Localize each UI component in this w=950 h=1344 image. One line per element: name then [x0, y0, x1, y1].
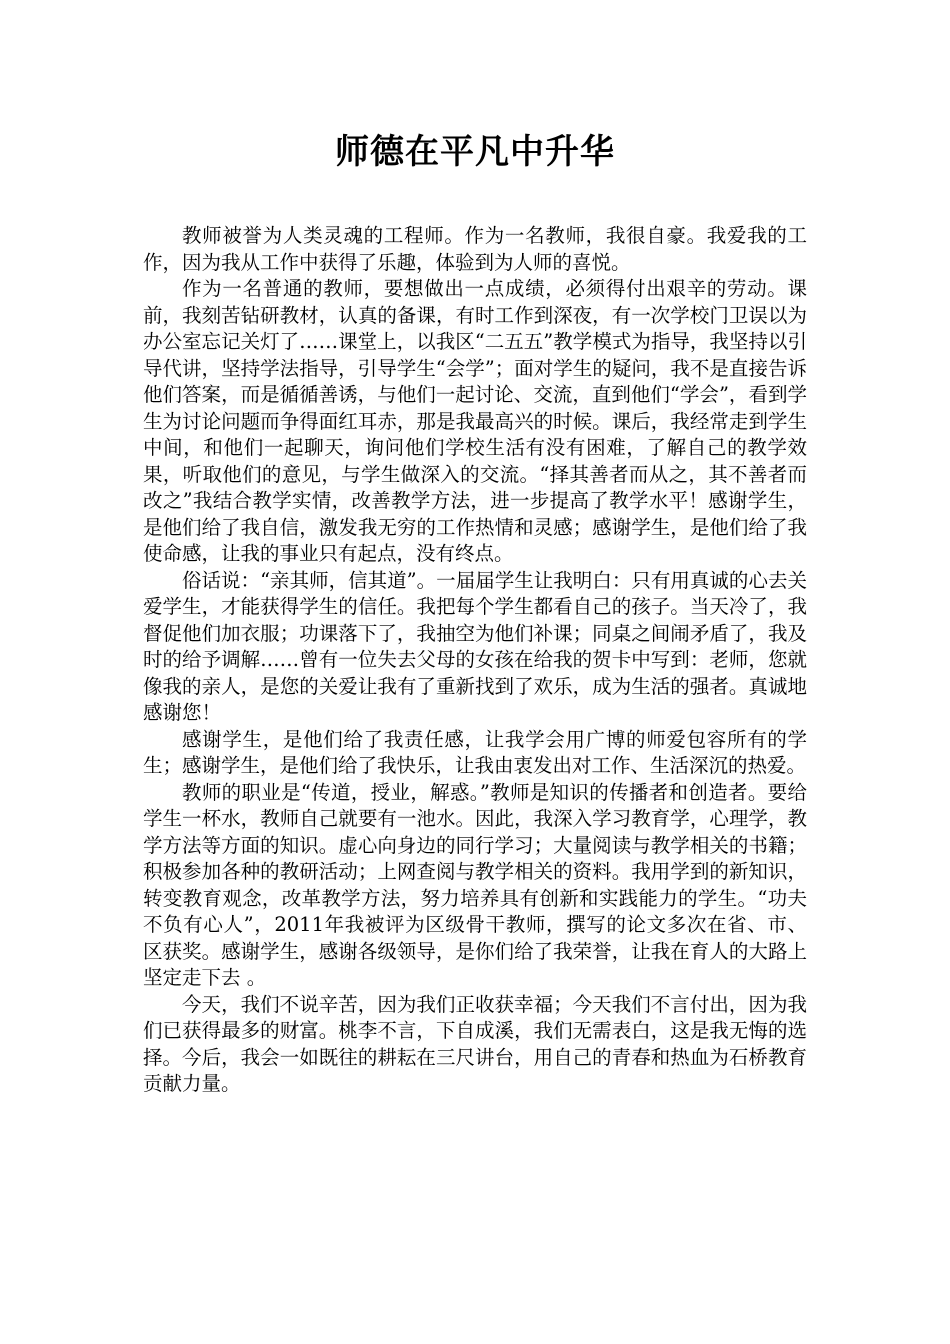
paragraph-2: 作为一名普通的教师，要想做出一点成绩，必须得付出艰辛的劳动。课前，我刻苦钻研教材，认真的备课，有时工作到深夜，有一次学校门卫误以为办公室忘记关灯了……课堂上，以我区“二五五”教学模式为指导，我坚持以引导代讲，坚持学法指导，引导学生“会学”；面对学生的疑问，我不是直接告诉他们答案，而是循循善诱，与他们一起讨论、交流，直到他们“学会”，看到学生为讨论问题而争得面红耳赤，那是我最高兴的时候。课后，我经常走到学生中间，和他们一起聊天，询问他们学校生活有没有困难，了解自己的教学效果，听取他们的意见，与学生做深入的交流。“择其善者而从之，其不善者而改之”我结合教学实情，改善教学方法，进一步提高了教学水平！感谢学生，是他们给了我自信，激发我无穷的工作热情和灵感；感谢学生，是他们给了我使命感，让我的事业只有起点，没有终点。	[143, 277, 807, 565]
paragraph-4: 感谢学生，是他们给了我责任感，让我学会用广博的师爱包容所有的学生；感谢学生，是他们给了我快乐，让我由衷发出对工作、生活深沉的热爱。	[143, 727, 807, 777]
document-body	[143, 223, 807, 1098]
paragraph-5: 教师的职业是“传道，授业，解惑。”教师是知识的传播者和创造者。要给学生一杯水，教师自己就要有一池水。因此，我深入学习教育学，心理学，教学方法等方面的知识。虚心向身边的同行学习；大量阅读与教学相关的书籍；积极参加各种的教研活动；上网查阅与教学相关的资料。我用学到的新知识，转变教育观念，改革教学方法，努力培养具有创新和实践能力的学生。“功夫不负有心人”，2011年我被评为区级骨干教师，撰写的论文多次在省、市、区获奖。感谢学生，感谢各级领导，是你们给了我荣誉，让我在育人的大路上坚定走下去 。	[143, 780, 807, 989]
document-title: 师德在平凡中升华	[335, 132, 615, 172]
paragraph-3: 俗话说：“亲其师，信其道”。一届届学生让我明白：只有用真诚的心去关爱学生，才能获得学生的信任。我把每个学生都看自己的孩子。当天冷了，我督促他们加衣服；功课落下了，我抽空为他们补课；同桌之间闹矛盾了，我及时的给予调解……曾有一位失去父母的女孩在给我的贺卡中写到：老师，您就像我的亲人，是您的关爱让我有了重新找到了欢乐，成为生活的强者。真诚地感谢您！	[143, 568, 807, 724]
paragraph-1: 教师被誉为人类灵魂的工程师。作为一名教师，我很自豪。我爱我的工作，因为我从工作中获得了乐趣，体验到为人师的喜悦。	[143, 224, 807, 274]
paragraph-6: 今天，我们不说辛苦，因为我们正收获幸福；今天我们不言付出，因为我们已获得最多的财富。桃李不言，下自成溪，我们无需表白，这是我无悔的选择。今后，我会一如既往的耕耘在三尺讲台，用自己的青春和热血为石桥教育贡献力量。	[143, 992, 807, 1095]
